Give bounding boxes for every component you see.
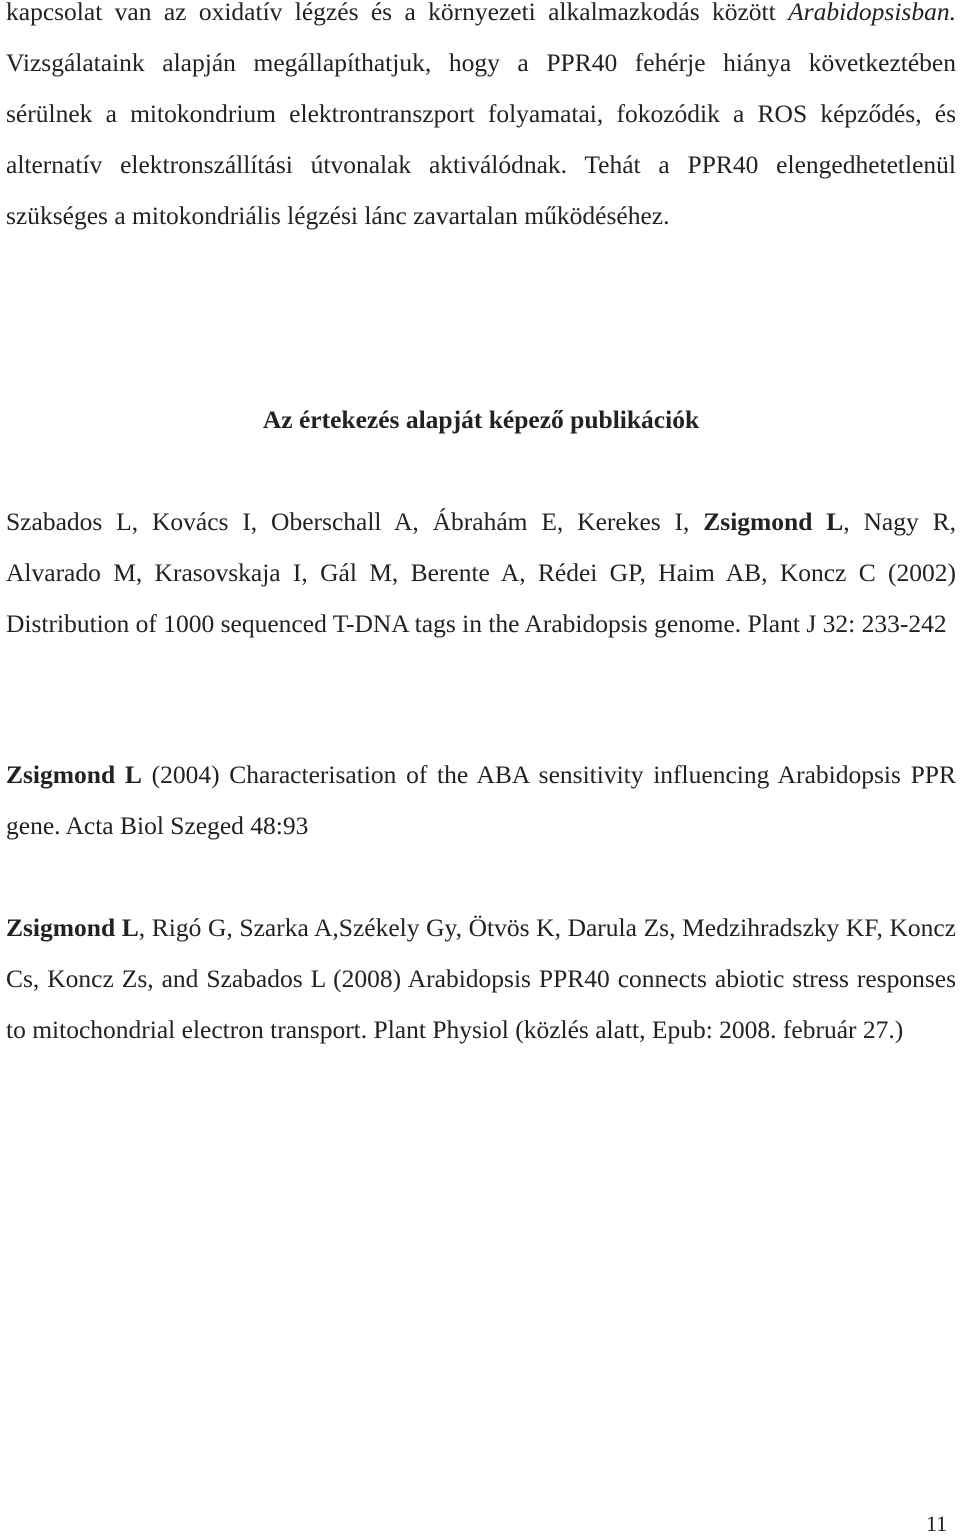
publication-3-rest: , Rigó G, Szarka A,Székely Gy, Ötvös K, Darula Zs, Medzihradszky KF, Koncz Cs, Koncz Zs, and Szabados L (2008) Arabidopsis PPR40 connects abiotic stress responses to mitochondrial electron transport. Plant Physiol (közlés alatt, Epub: 2008. február 27.) <box>6 913 956 1044</box>
publication-3-highlighted-author: Zsigmond L <box>6 913 139 942</box>
publication-1-rest: , Nagy R, Alvarado M, Krasovskaja I, Gál M, Berente A, Rédei GP, Haim AB, Koncz C (2002) Distribution of 1000 sequenced T-DNA tags in the Arabidopsis genome. Plant J 32: 233-242 <box>6 507 956 638</box>
publication-2 <box>6 749 956 851</box>
publication-2-highlighted-author: Zsigmond L <box>6 760 142 789</box>
page-number: 11 <box>926 1511 948 1536</box>
publication-1 <box>6 496 956 649</box>
section-heading: Az értekezés alapját képező publikációk <box>262 405 700 434</box>
publication-3 <box>6 902 956 1055</box>
intro-text-2: Vizsgálataink alapján megállapíthatjuk, hogy a PPR40 fehérje hiánya következtében sérülnek a mitokondrium elektrontranszport folyamatai, fokozódik a ROS képződés, és alternatív elektronszállítási útvonalak aktiválódnak. Tehát a PPR40 elengedhetetlenül szükséges a mitokondriális légzési lánc zavartalan működéséhez. <box>6 48 956 230</box>
publication-1-authors-before: Szabados L, Kovács I, Oberschall A, Ábrahám E, Kerekes I, <box>6 507 704 536</box>
species-name: Arabidopsisban. <box>788 0 956 26</box>
intro-paragraph <box>6 0 956 241</box>
publication-2-rest: (2004) Characterisation of the ABA sensitivity influencing Arabidopsis PPR gene. Acta Biol Szeged 48:93 <box>6 760 956 840</box>
publication-1-highlighted-author: Zsigmond L <box>703 507 844 536</box>
intro-text-1: kapcsolat van az oxidatív légzés és a környezeti alkalmazkodás között <box>6 0 789 26</box>
